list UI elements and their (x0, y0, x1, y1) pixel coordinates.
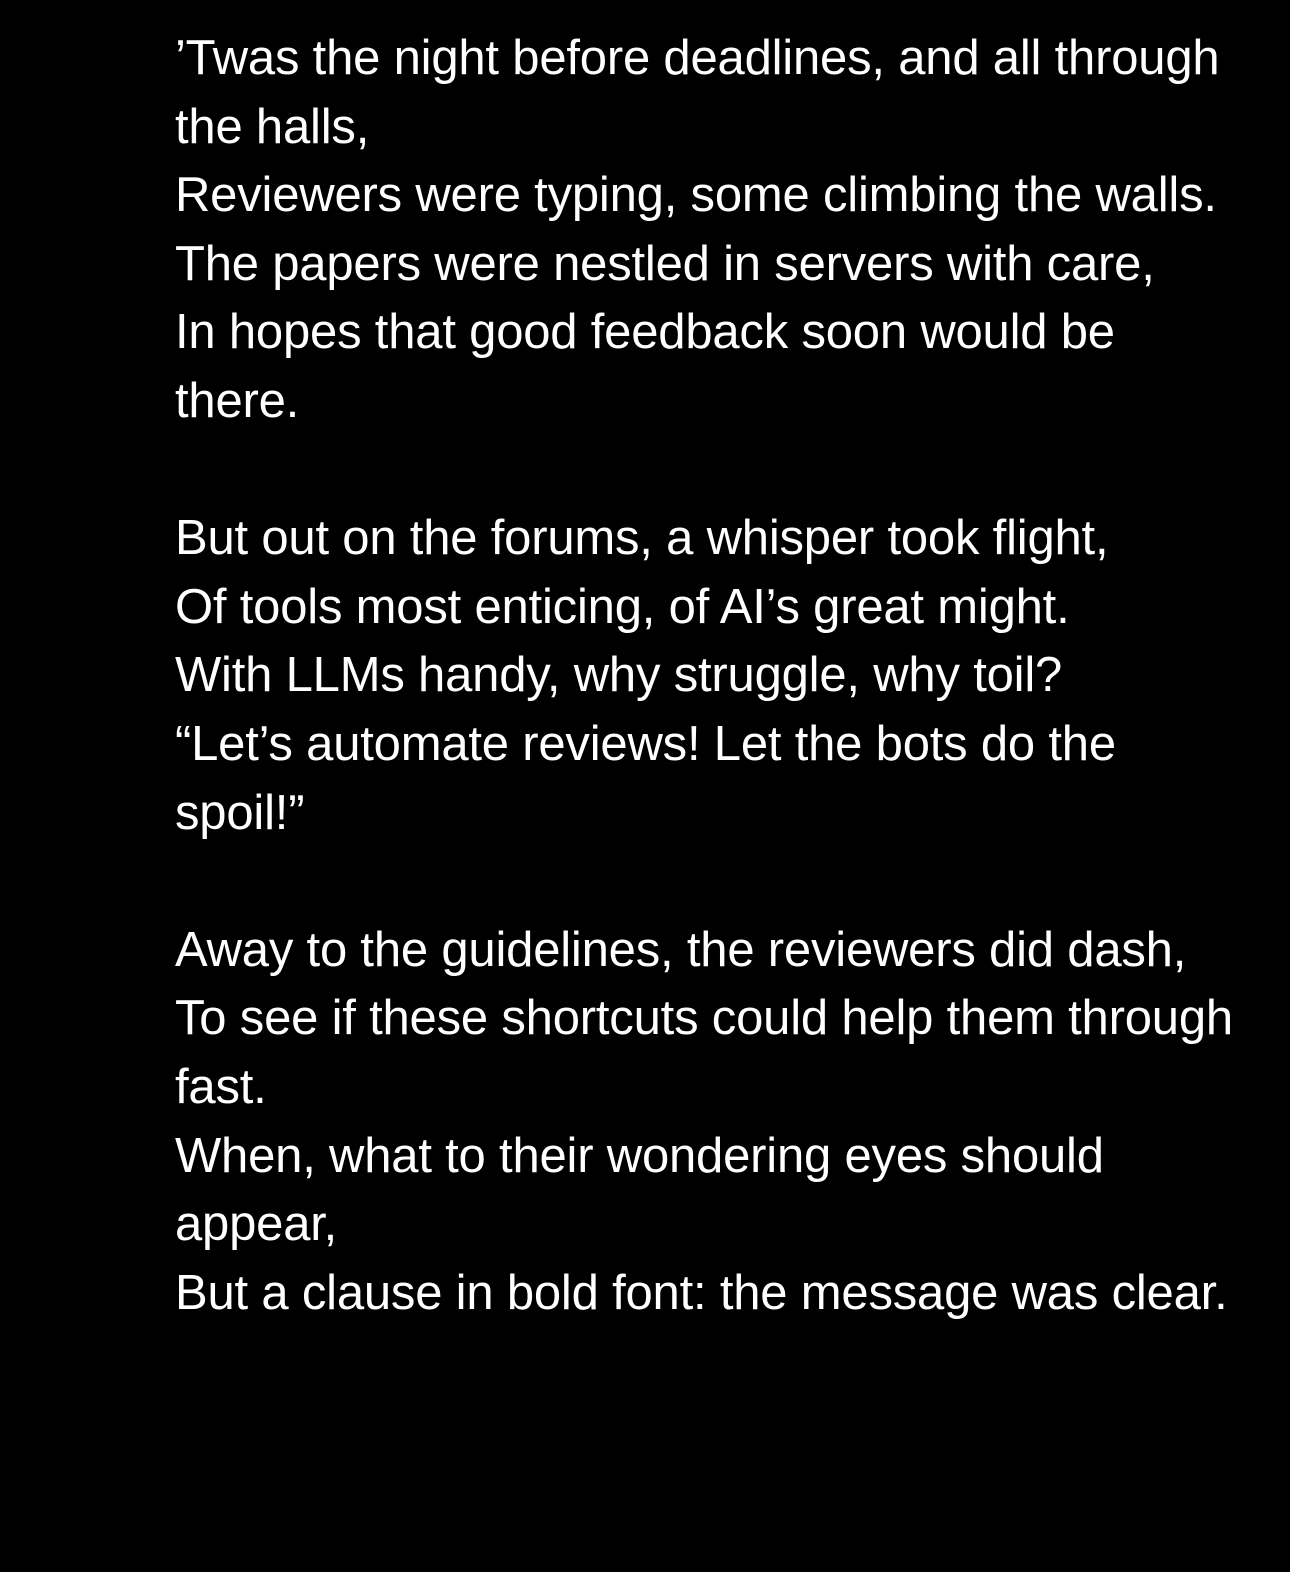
poem-line: The papers were nestled in servers with care, (175, 236, 1155, 291)
poem-line: “Let’s automate reviews! Let the bots do the spoil!” (175, 716, 1116, 840)
poem-text-view (175, 24, 1235, 1327)
stanza-3 (175, 916, 1235, 1328)
poem-line: Reviewers were typing, some climbing the walls. (175, 168, 1217, 223)
poem-line: When, what to their wondering eyes should appear, (175, 1128, 1104, 1252)
poem-line: To see if these shortcuts could help them through fast. (175, 991, 1233, 1114)
stanza-2 (175, 504, 1235, 847)
poem-line: But out on the forums, a whisper took flight, (175, 511, 1109, 566)
poem-line: Away to the guidelines, the reviewers did dash, (175, 922, 1187, 977)
poem-line: Of tools most enticing, of AI’s great might. (175, 579, 1070, 634)
poem-line: In hopes that good feedback soon would be there. (175, 305, 1115, 428)
poem-line: But a clause in bold font: the message was clear. (175, 1265, 1228, 1320)
poem-line: With LLMs handy, why struggle, why toil? (175, 648, 1063, 703)
stanza-1 (175, 24, 1235, 436)
poem-line: ’Twas the night before deadlines, and all through the halls, (175, 31, 1220, 154)
